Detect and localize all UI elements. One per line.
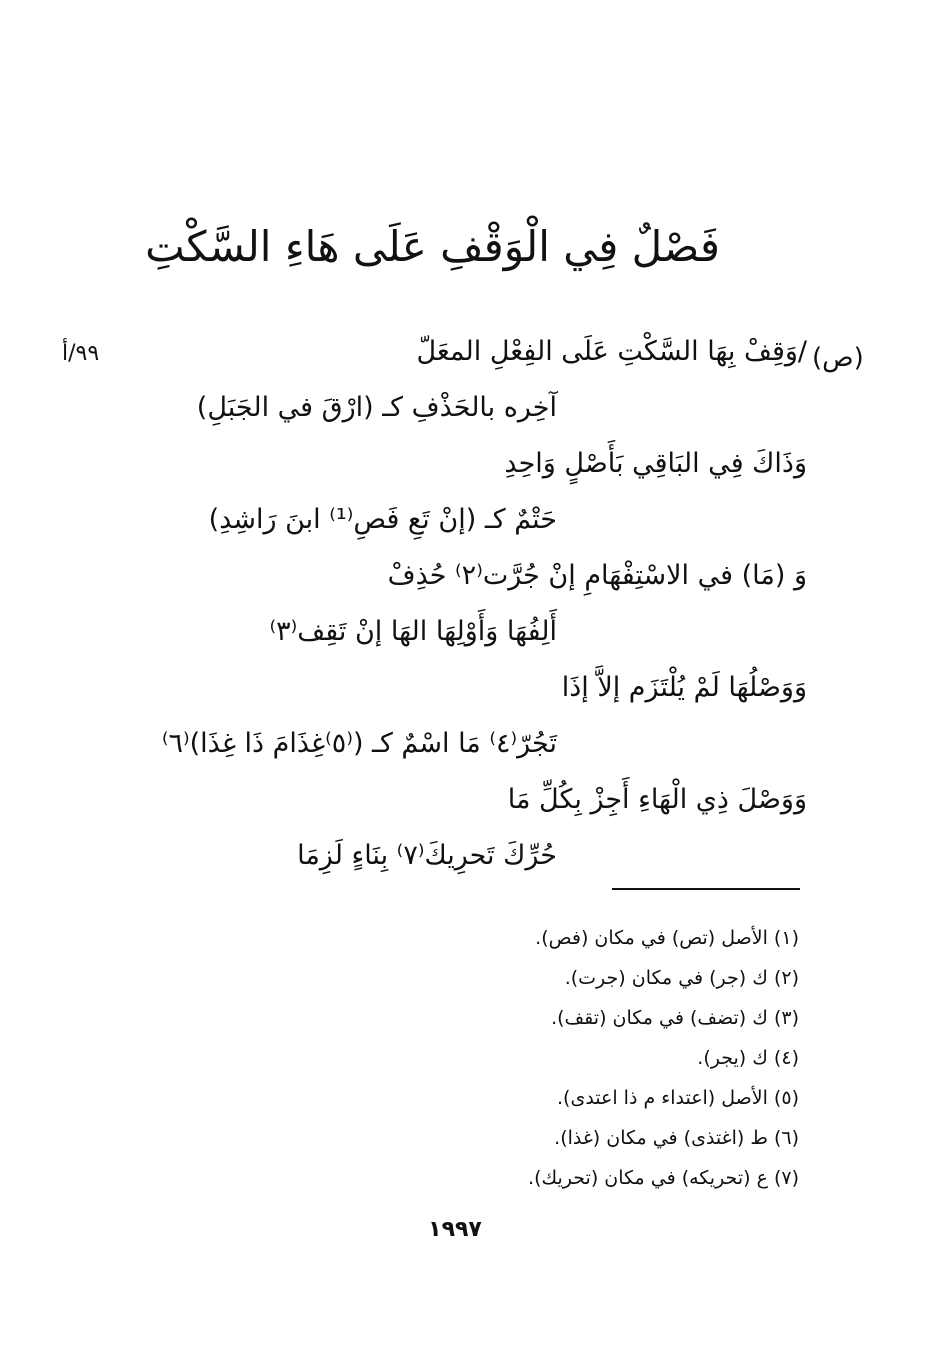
verse-2-first-hemistich: وَذَاكَ فِي البَاقِي بَأَصْلٍ وَاحِدِ bbox=[504, 448, 807, 479]
verse-1-first-hemistich: /وَقِفْ بِهَا السَّكْتِ عَلَى الفِعْلِ المعَلّ bbox=[416, 336, 807, 367]
footnote-divider bbox=[612, 888, 800, 890]
footnote-1: (١) الأصل (تص) في مكان (فص). bbox=[535, 927, 799, 949]
section-marker: (ص) bbox=[812, 343, 864, 373]
verse-3-second-hemistich: أَلِفُهَا وَأَوْلِهَا الهَا إنْ تَقِف⁽٣⁾ bbox=[269, 616, 557, 647]
verse-4-first-hemistich: وَوَصْلُهَا لَمْ يُلْتَزَم إلاَّ إذَا bbox=[561, 672, 807, 703]
verse-1-second-hemistich: آخِره بالحَذْفِ كـ (ارْقَ في الجَبَلِ) bbox=[196, 392, 557, 423]
footnote-6: (٦) ط (اغتذى) في مكان (غذا). bbox=[554, 1127, 799, 1149]
verse-3-first-hemistich: وَ (مَا) في الاسْتِفْهَامِ إنْ جُرَّت⁽٢⁾ حُذِفْ bbox=[387, 560, 807, 591]
verse-4-second-hemistich: تَجُرّ⁽٤⁾ مَا اسْمٌ كـ (⁽٥⁾غِذَامَ ذَا غِذَا)⁽٦⁾ bbox=[161, 728, 557, 759]
footnote-3: (٣) ك (تضف) في مكان (تقف). bbox=[551, 1007, 799, 1029]
folio-marker: ٩٩/أ bbox=[62, 341, 100, 366]
verse-2-second-hemistich: حَتْمٌ كـ (إنْ تَعِ فَصِ⁽¹⁾ ابنَ رَاشِدِ) bbox=[208, 504, 557, 535]
verse-5-first-hemistich: وَوَصْلَ ذِي الْهَاءِ أَجِزْ بِكُلِّ مَا bbox=[507, 784, 807, 815]
footnote-2: (٢) ك (جر) في مكان (جرت). bbox=[564, 967, 799, 989]
page-number: ١٩٩٧ bbox=[428, 1217, 482, 1242]
footnotes bbox=[279, 918, 799, 1198]
chapter-title: فَصْلٌ فِي الْوَقْفِ عَلَى هَاءِ السَّكْتِ bbox=[145, 222, 720, 271]
footnote-7: (٧) ع (تحريكه) في مكان (تحريك). bbox=[528, 1167, 799, 1189]
footnote-5: (٥) الأصل (اعتداء م ذا اعتدى). bbox=[557, 1087, 799, 1109]
verse-5-second-hemistich: حُرِّكَ تَحرِيكَ⁽٧⁾ بِنَاءٍ لَزِمَا bbox=[297, 840, 557, 871]
footnote-4: (٤) ك (يجر). bbox=[697, 1047, 799, 1069]
